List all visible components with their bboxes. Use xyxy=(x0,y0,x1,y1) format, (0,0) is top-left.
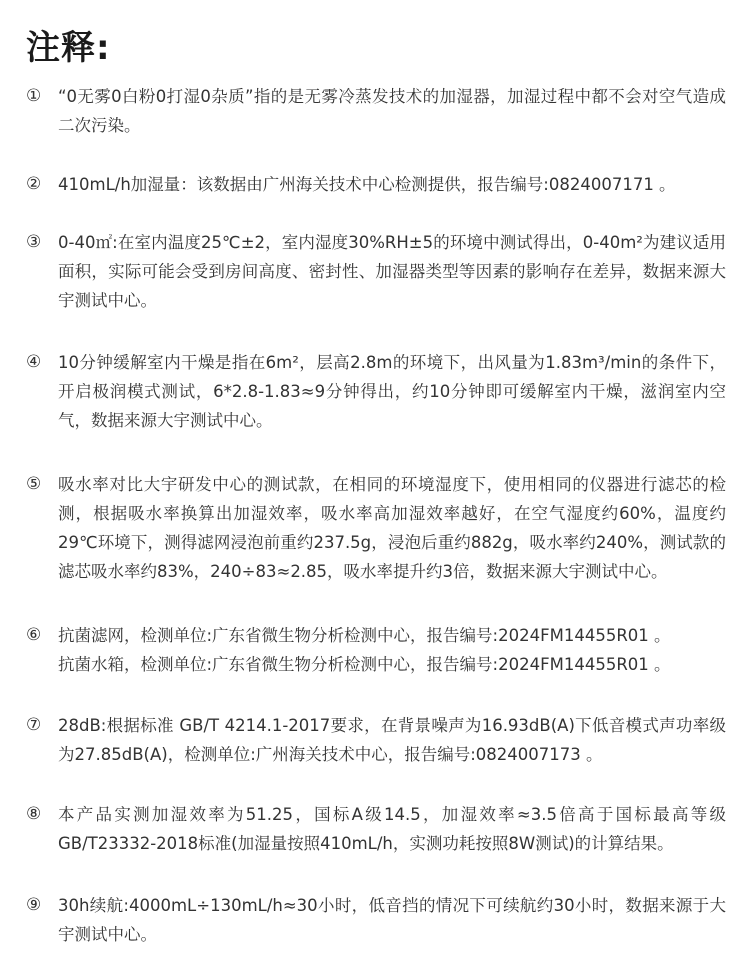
note-1 xyxy=(26,82,726,140)
note-line: 410mL/h加湿量：该数据由广州海关技术中心检测提供，报告编号:0824007171 。 xyxy=(58,175,676,194)
note-number: ⑧ xyxy=(26,804,42,824)
note-line: 本产品实测加湿效率为51.25，国标A级14.5，加湿效率≈3.5倍高于国标最高等级GB/T23332-2018标准(加湿量按照410mL/h，实测功耗按照8W测试)的计算结果。 xyxy=(58,805,726,853)
note-3 xyxy=(26,228,726,315)
note-line: 28dB:根据标准 GB/T 4214.1-2017要求，在背景噪声为16.93dB(A)下低音模式声功率级为27.85dB(A)，检测单位:广州海关技术中心，报告编号:0824007173 。 xyxy=(58,716,726,764)
note-line: 30h续航:4000mL÷130mL/h≈30小时，低音挡的情况下可续航约30小时，数据来源于大宇测试中心。 xyxy=(58,896,726,944)
note-text xyxy=(58,348,726,435)
note-line: 吸水率对比大宇研发中心的测试款，在相同的环境湿度下，使用相同的仪器进行滤芯的检测，根据吸水率换算出加湿效率，吸水率高加湿效率越好，在空气湿度约60%，温度约29℃环境下，测得滤网浸泡前重约237.5g，浸泡后重约882g，吸水率约240%，测试款的滤芯吸水率约83%，240÷83≈2.85，吸水率提升约3倍，数据来源大宇测试中心。 xyxy=(58,475,726,581)
note-text xyxy=(58,470,726,586)
note-number: ⑦ xyxy=(26,715,42,735)
note-line: 抗菌滤网，检测单位:广东省微生物分析检测中心，报告编号:2024FM14455R01 。 xyxy=(58,626,671,645)
note-number: ③ xyxy=(26,232,42,252)
note-text xyxy=(58,711,726,769)
note-line: 10分钟缓解室内干燥是指在6m²，层高2.8m的环境下，出风量为1.83m³/min的条件下，开启极润模式测试，6*2.8-1.83≈9分钟得出，约10分钟即可缓解室内干燥，滋润室内空气，数据来源大宇测试中心。 xyxy=(58,353,726,430)
note-line: 抗菌水箱，检测单位:广东省微生物分析检测中心，报告编号:2024FM14455R01 。 xyxy=(58,655,671,674)
note-8 xyxy=(26,800,726,858)
note-text xyxy=(58,891,726,949)
note-number: ⑥ xyxy=(26,625,42,645)
note-number: ⑤ xyxy=(26,474,42,494)
note-number: ⑨ xyxy=(26,895,42,915)
note-line: “0无雾0白粉0打湿0杂质”指的是无雾冷蒸发技术的加湿器，加湿过程中都不会对空气造成二次污染。 xyxy=(58,87,726,135)
note-4 xyxy=(26,348,726,435)
note-number: ② xyxy=(26,174,42,194)
note-7 xyxy=(26,711,726,769)
note-text xyxy=(58,82,726,140)
note-5 xyxy=(26,470,726,586)
note-text xyxy=(58,228,726,315)
note-6 xyxy=(26,621,726,679)
note-number: ④ xyxy=(26,352,42,372)
note-9 xyxy=(26,891,726,949)
note-text xyxy=(58,170,726,199)
page-title: 注释: xyxy=(26,28,111,68)
note-text xyxy=(58,621,726,679)
note-2 xyxy=(26,170,726,199)
note-number: ① xyxy=(26,86,42,106)
note-text xyxy=(58,800,726,858)
note-line: 0-40㎡:在室内温度25℃±2，室内湿度30%RH±5的环境中测试得出，0-40m²为建议适用面积，实际可能会受到房间高度、密封性、加湿器类型等因素的影响存在差异，数据来源大宇测试中心。 xyxy=(58,233,726,310)
